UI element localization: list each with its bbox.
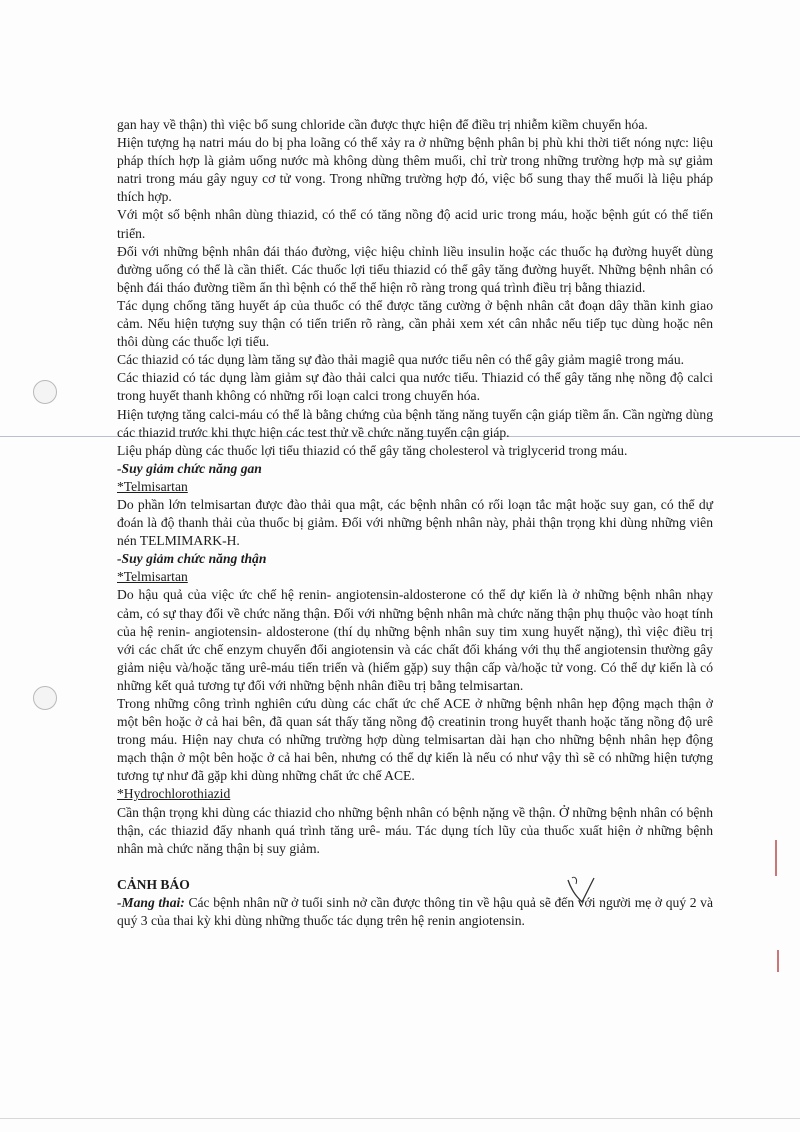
- margin-stamp-mark: [775, 840, 777, 876]
- pregnancy-text: Các bệnh nhân nữ ở tuổi sinh nở cần được thông tin về hậu quả sẽ đến với người mẹ ở quý 2 và quý 3 của thai kỳ khi dùng những thuốc tác dụng trên hệ renin angiotensin.: [117, 894, 713, 929]
- renal-paragraph: Trong những công trình nghiên cứu dùng các chất ức chế ACE ở những bệnh nhân hẹp động mạch thận ở một bên hoặc ở cả hai bên, đã quan sát thấy tăng nồng độ creatinin trong huyết thanh hoặc tăng nồng độ urê trong máu. Hiện nay chưa có những trường hợp dùng telmisartan dài hạn cho những bệnh nhân hẹp động mạch thận ở một bên hoặc ở cả hai bên, nhưng có thể dự kiến là nếu có như vậy thì sẽ có những hiện tượng tương tự như đã gặp khi dùng những chất ức chế ACE.: [117, 696, 713, 784]
- paragraph: Tác dụng chống tăng huyết áp của thuốc có thể được tăng cường ở bệnh nhân cắt đoạn dây thần kinh giao cảm. Nếu hiện tượng suy thận có tiến triển rõ ràng, cần phải xem xét cân nhắc nếu tiếp tục dùng hoặc nên thôi dùng các thuốc lợi tiểu.: [117, 297, 713, 350]
- pregnancy-paragraph: [117, 894, 713, 930]
- renal-drug-label-telmisartan: *Telmisartan: [117, 569, 188, 585]
- renal-drug-label-hydrochlorothiazid: *Hydrochlorothiazid: [117, 786, 231, 802]
- page-bottom-edge: [0, 1118, 800, 1119]
- hepatic-section-heading: -Suy giảm chức năng gan: [117, 460, 262, 476]
- paragraph: Các thiazid có tác dụng làm tăng sự đào thải magiê qua nước tiểu nên có thể gây giảm magiê trong máu.: [117, 352, 685, 368]
- renal-paragraph: Cần thận trọng khi dùng các thiazid cho những bệnh nhân có bệnh nặng về thận. Ở những bệnh nhân có bệnh thận, các thiazid đẩy nhanh quá trình tăng urê- máu. Tác dụng tích lũy của thuốc xuất hiện ở những bệnh nhân mà chức năng thận bị suy giảm.: [117, 804, 713, 856]
- punch-hole-lower: [33, 686, 57, 710]
- warning-heading: CẢNH BÁO: [117, 876, 190, 892]
- paragraph: Với một số bệnh nhân dùng thiazid, có thể có tăng nồng độ acid uric trong máu, hoặc bệnh gút có thể tiến triển.: [117, 207, 713, 241]
- renal-paragraph: Do hậu quả của việc ức chế hệ renin- angiotensin-aldosterone có thể dự kiến là ở những bệnh nhân nhạy cảm, có sự thay đổi về chức năng thận. Đối với những bệnh nhân mà chức năng thận phụ thuộc vào hoạt tính của hệ renin- angiotensin- aldosterone (thí dụ những bệnh nhân suy tim xung huyết nặng), thì việc điều trị với các chất ức chế enzym chuyển đổi angiotensin và các chất đối kháng với thụ thể angiotensin thường gây giảm niệu và/hoặc tăng urê-máu tiến triển và (hiếm gặp) suy thận cấp và/hoặc tử vong. Có thể dự kiến là có những kết quả tương tự đối với những bệnh nhân điều trị bằng telmisartan.: [117, 587, 713, 693]
- document-body: [117, 116, 713, 930]
- paragraph: Đối với những bệnh nhân đái tháo đường, việc hiệu chỉnh liều insulin hoặc các thuốc hạ đường huyết dùng đường uống có thể là cần thiết. Các thuốc lợi tiểu thiazid có thể gây tăng đường huyết. Những bệnh nhân có bệnh đái tháo đường tiềm ẩn thì bệnh có thể thể hiện rõ ràng trong quá trình điều trị bằng thiazid.: [117, 243, 713, 295]
- paragraph: Hiện tượng hạ natri máu do bị pha loãng có thể xảy ra ở những bệnh phân bị phù khi thời tiết nóng nực: liệu pháp thích hợp là giảm uống nước mà không dùng thêm muối, chỉ trừ trong những trường hợp mà sự giảm natri trong máu gây nguy cơ tử vong. Trong những trường hợp đó, việc bổ sung thay thế muối là liệu pháp thích hợp.: [117, 135, 713, 205]
- punch-hole-upper: [33, 380, 57, 404]
- paragraph: Liệu pháp dùng các thuốc lợi tiểu thiazid có thể gây tăng cholesterol và triglycerid trong máu.: [117, 442, 628, 458]
- paragraph: Hiện tượng tăng calci-máu có thể là bằng chứng của bệnh tăng năng tuyến cận giáp tiềm ẩn. Cần ngừng dùng các thiazid trước khi thực hiện các test thử về chức năng tuyến cận giáp.: [117, 406, 713, 440]
- margin-stamp-mark-2: [777, 950, 779, 972]
- paragraph: gan hay về thận) thì việc bổ sung chloride cần được thực hiện để điều trị nhiễm kiềm chuyển hóa.: [117, 117, 648, 132]
- pregnancy-label: -Mang thai:: [117, 894, 185, 910]
- paragraph: Các thiazid có tác dụng làm giảm sự đào thải calci qua nước tiểu. Thiazid có thể gây tăng nhẹ nồng độ calci trong huyết thanh không có những rối loạn calci trong chuyển hóa.: [117, 370, 713, 404]
- hepatic-drug-label: *Telmisartan: [117, 478, 188, 494]
- renal-section-heading: -Suy giảm chức năng thận: [117, 551, 267, 567]
- hepatic-paragraph: Do phần lớn telmisartan được đào thải qua mật, các bệnh nhân có rối loạn tắc mật hoặc suy gan, có thể dự đoán là độ thanh thải của thuốc bị giảm. Đối với những bệnh nhân này, phải thận trọng khi dùng những viên nén TELMIMARK-H.: [117, 496, 713, 549]
